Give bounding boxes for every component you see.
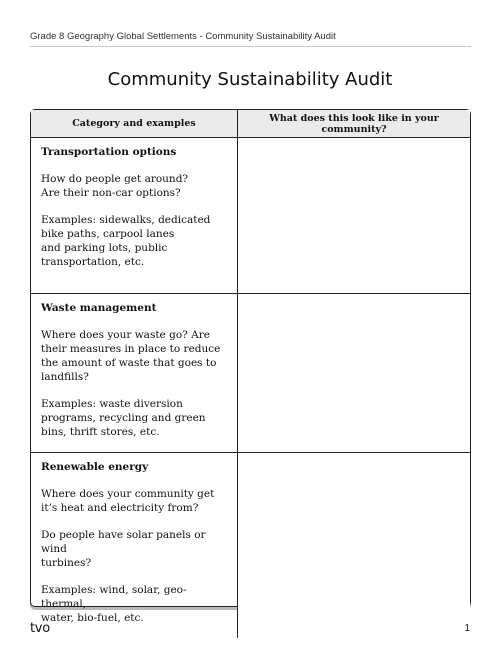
category-title: Renewable energy xyxy=(41,461,149,473)
category-paragraph: Where does your community get it’s heat and electricity from? xyxy=(41,488,215,514)
category-paragraph: Examples: sidewalks, dedicated bike paths, carpool lanes and parking lots, public transportation, etc. xyxy=(41,214,211,268)
category-title: Waste management xyxy=(41,302,157,314)
category-paragraph: Do people have solar panels or wind turbines? xyxy=(41,529,206,569)
page-title: Community Sustainability Audit xyxy=(107,69,393,90)
category-paragraph: How do people get around? Are their non-car options? xyxy=(41,173,189,199)
category-title: Transportation options xyxy=(41,146,177,158)
category-cell xyxy=(31,138,238,294)
answer-cell-energy[interactable] xyxy=(238,453,471,639)
tvo-logo: tvo xyxy=(30,621,50,636)
header-divider xyxy=(30,46,471,47)
category-paragraph: Examples: wind, solar, geo-thermal, water, bio-fuel, etc. xyxy=(41,584,187,624)
answer-cell-transportation[interactable] xyxy=(238,138,471,294)
table-row xyxy=(31,294,470,453)
table-row xyxy=(31,138,470,294)
page-header-text: Grade 8 Geography Global Settlements - Community Sustainability Audit xyxy=(30,31,336,42)
answer-cell-waste[interactable] xyxy=(238,294,471,453)
page-number: 1 xyxy=(464,623,470,634)
category-paragraph: Examples: waste diversion programs, recycling and green bins, thrift stores, etc. xyxy=(41,398,206,438)
category-cell xyxy=(31,294,238,453)
audit-table xyxy=(30,109,471,624)
column-header-community: What does this look like in your community? xyxy=(238,110,471,138)
table-row xyxy=(31,453,470,639)
category-paragraph: Where does your waste go? Are their measures in place to reduce the amount of waste that goes to landfills? xyxy=(41,329,221,383)
category-cell xyxy=(31,453,238,639)
column-header-category: Category and examples xyxy=(31,110,238,138)
